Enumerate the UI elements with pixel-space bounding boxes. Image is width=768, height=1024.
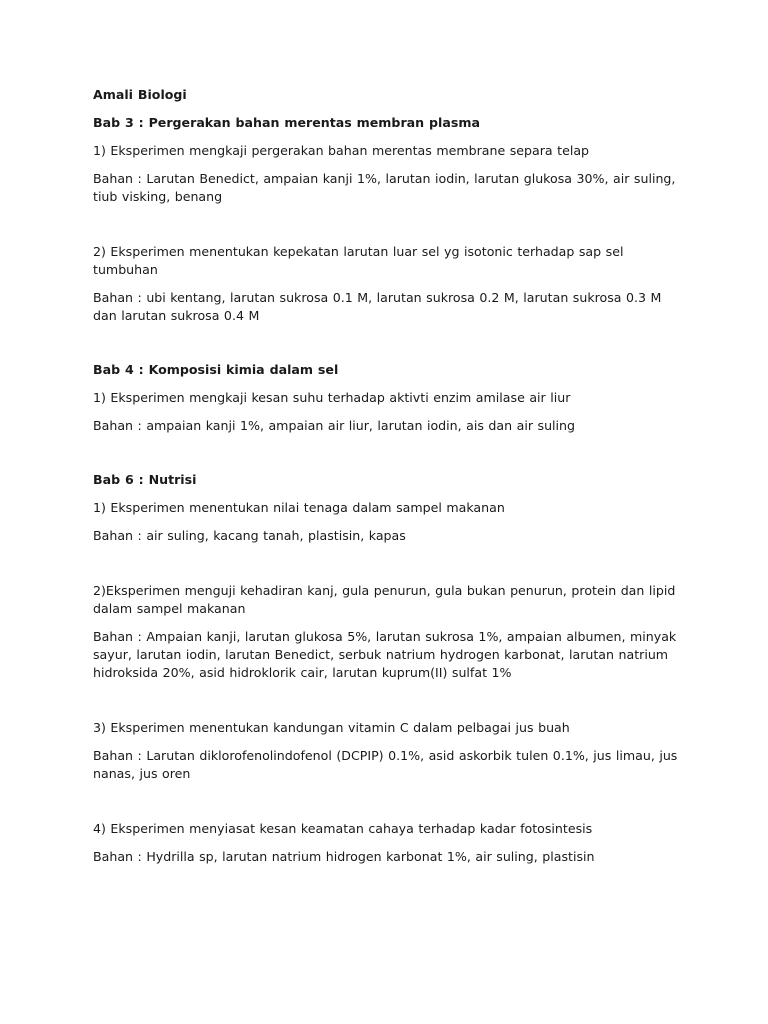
materials-text: Larutan diklorofenolindofenol (DCPIP) 0.1%, asid askorbik tulen 0.1%, jus limau, jus nanas, jus oren: [93, 748, 678, 781]
chapter-6-exp-3-materials: [93, 747, 683, 783]
chapter-6-exp-3-title: 3) Eksperimen menentukan kandungan vitamin C dalam pelbagai jus buah: [93, 720, 570, 735]
chapter-3-exp-1-title: 1) Eksperimen mengkaji pergerakan bahan merentas membrane separa telap: [93, 143, 590, 158]
materials-label: Bahan :: [93, 171, 142, 186]
document-title: Amali Biologi: [93, 87, 187, 102]
chapter-3-heading: Bab 3 : Pergerakan bahan merentas membran plasma: [93, 115, 480, 130]
chapter-4-exp-1-title: 1) Eksperimen mengkaji kesan suhu terhadap aktivti enzim amilase air liur: [93, 390, 571, 405]
spacer: [93, 445, 683, 471]
materials-label: Bahan :: [93, 418, 142, 433]
spacer: [93, 692, 683, 719]
document-page: [93, 86, 683, 876]
spacer: [93, 555, 683, 582]
spacer: [93, 335, 683, 361]
materials-text: Hydrilla sp, larutan natrium hidrogen karbonat 1%, air suling, plastisin: [146, 849, 595, 864]
materials-label: Bahan :: [93, 629, 142, 644]
materials-text: Ampaian kanji, larutan glukosa 5%, larutan sukrosa 1%, ampaian albumen, minyak sayur, larutan iodin, larutan Benedict, serbuk natrium hydrogen karbonat, larutan natrium hidroksida 20%, asid hidroklorik cair, larutan kuprum(II) sulfat 1%: [93, 629, 677, 680]
chapter-6-exp-1-title: 1) Eksperimen menentukan nilai tenaga dalam sampel makanan: [93, 500, 505, 515]
materials-label: Bahan :: [93, 528, 142, 543]
chapter-4-heading: Bab 4 : Komposisi kimia dalam sel: [93, 362, 339, 377]
chapter-6-heading: Bab 6 : Nutrisi: [93, 472, 197, 487]
chapter-6-exp-2-materials: [93, 628, 683, 682]
materials-label: Bahan :: [93, 290, 142, 305]
chapter-3-exp-1-materials: [93, 170, 683, 206]
materials-label: Bahan :: [93, 748, 142, 763]
chapter-3-exp-2-materials: [93, 289, 683, 325]
materials-label: Bahan :: [93, 849, 142, 864]
spacer: [93, 793, 683, 820]
chapter-6-exp-4-materials: [93, 848, 683, 866]
chapter-6-exp-4-title: 4) Eksperimen menyiasat kesan keamatan cahaya terhadap kadar fotosintesis: [93, 821, 593, 836]
materials-text: ubi kentang, larutan sukrosa 0.1 M, larutan sukrosa 0.2 M, larutan sukrosa 0.3 M dan larutan sukrosa 0.4 M: [93, 290, 662, 323]
materials-text: ampaian kanji 1%, ampaian air liur, larutan iodin, ais dan air suling: [146, 418, 576, 433]
spacer: [93, 216, 683, 243]
materials-text: air suling, kacang tanah, plastisin, kapas: [146, 528, 406, 543]
chapter-6-exp-1-materials: [93, 527, 683, 545]
chapter-4-exp-1-materials: [93, 417, 683, 435]
chapter-6-exp-2-title: 2)Eksperimen menguji kehadiran kanj, gula penurun, gula bukan penurun, protein dan lipid dalam sampel makanan: [93, 583, 676, 616]
chapter-3-exp-2-title: 2) Eksperimen menentukan kepekatan larutan luar sel yg isotonic terhadap sap sel tumbuhan: [93, 244, 624, 277]
materials-text: Larutan Benedict, ampaian kanji 1%, larutan iodin, larutan glukosa 30%, air suling, tiub visking, benang: [93, 171, 676, 204]
